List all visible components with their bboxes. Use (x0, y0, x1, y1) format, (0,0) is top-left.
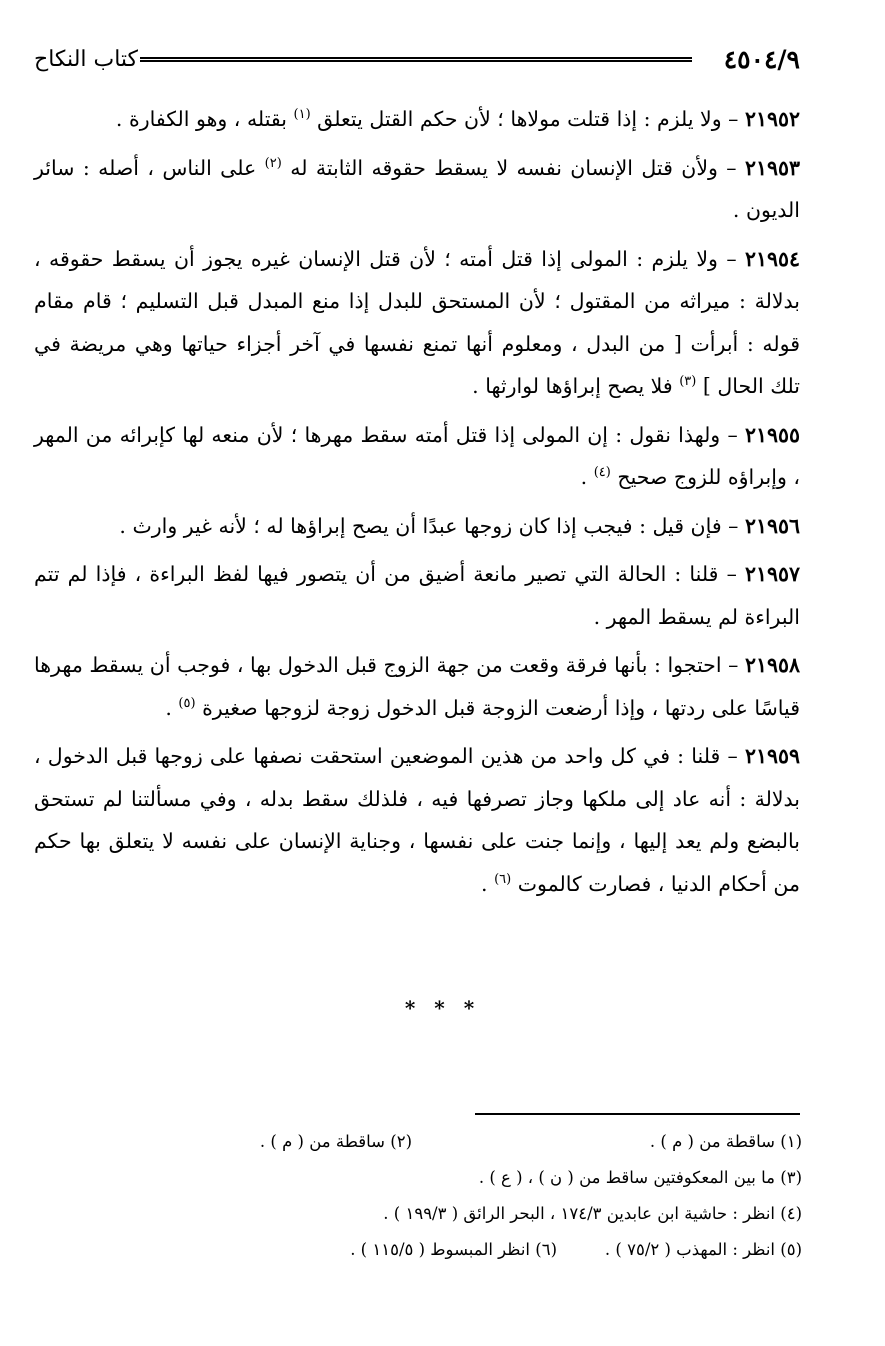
paragraph (34, 735, 800, 905)
footnote-ref: (٦) (494, 871, 512, 887)
footnote-ref: (٢) (264, 155, 282, 171)
footnote: (٢) ساقطة من ( م ) . (259, 1132, 412, 1151)
chapter-title: كتاب النكاح (34, 47, 139, 72)
paragraph-text: – فإن قيل : فيجب إذا كان زوجها عبدًا أن يصح إبراؤها له ؛ لأنه غير وارث . (119, 513, 745, 538)
paragraph (34, 238, 800, 408)
paragraph-text: – ولا يلزم : المولى إذا قتل أمته ؛ لأن قتل الإنسان غيره يجوز أن يسقط حقوقه ، بدلالة : ميراثه من المقتول ؛ لأن المستحق للبدل إذا منع المبدل قبل التسليم ؛ قام مقام قوله : أبرأت [ من البدل ، ومعلوم أنها تمنع نفسها في آخر أجزاء حياتها وهي مريضة في تلك الحال ] (34, 246, 800, 398)
footnote-line (34, 1196, 802, 1232)
paragraph-number: ٢١٩٥٧ (744, 562, 800, 586)
footnote-ref: (٣) (679, 374, 697, 390)
paragraph (34, 147, 800, 232)
section-separator: * * * (404, 996, 481, 1020)
paragraph-text: – ولا يلزم : إذا قتلت مولاها ؛ لأن حكم القتل يتعلق (310, 107, 745, 131)
footnote: (٦) انظر المبسوط ( ١١٥/٥ ) . (350, 1240, 557, 1259)
paragraph-number: ٢١٩٥٦ (744, 513, 800, 538)
paragraph-number: ٢١٩٥٣ (744, 155, 800, 180)
footnote-ref: (٥) (178, 695, 196, 711)
paragraph-number: ٢١٩٥٢ (744, 107, 800, 131)
paragraph-number: ٢١٩٥٨ (744, 653, 800, 677)
paragraph-number: ٢١٩٥٩ (744, 744, 800, 768)
paragraph-number: ٢١٩٥٥ (744, 422, 800, 447)
main-text (34, 98, 800, 911)
paragraph-text-cont: على الناس ، أصله : سائر الديون . (34, 155, 800, 222)
paragraph-text-cont: بقتله ، وهو الكفارة . (115, 107, 294, 131)
paragraph (34, 98, 800, 141)
page-number: ٤٥٠٤/٩ (723, 45, 800, 74)
paragraph-text-cont: . (481, 871, 495, 896)
paragraph-text: – قلنا : في كل واحد من هذين الموضعين استحقت نصفها على زوجها قبل الدخول ، بدلالة : أنه عاد إلى ملكها وجاز تصرفها فيه ، فلذلك سقط بدله ، وفي مسألتنا لم تستحق بالبضع ولم يعد إليها ، وإنما جنت على نفسها ، وجناية الإنسان على نفسه لا يتعلق بها حكم من أحكام الدنيا ، فصارت كالموت (34, 744, 800, 896)
footnote-line (34, 1124, 802, 1160)
paragraph (34, 505, 800, 548)
paragraph (34, 644, 800, 729)
footnote: (٣) ما بين المعكوفتين ساقط من ( ن ) ، ( ع ) . (478, 1168, 802, 1187)
footnote: (٤) انظر : حاشية ابن عابدين ١٧٤/٣ ، البحر الرائق ( ١٩٩/٣ ) . (383, 1204, 802, 1223)
paragraph-text: – ولهذا نقول : إن المولى إذا قتل أمته سقط مهرها ؛ لأن منعه لها كإبرائه من المهر ، وإبراؤه للزوج صحيح (34, 422, 800, 489)
footnote: (٥) انظر : المهذب ( ٧٥/٢ ) . (604, 1240, 802, 1259)
footnote-line (34, 1160, 802, 1196)
running-header (34, 44, 800, 78)
paragraph-text: – قلنا : الحالة التي تصير مانعة أضيق من أن يتصور فيها لفظ البراءة ، فإذا لم تتم البراءة لم يسقط المهر . (34, 562, 800, 629)
footnote-ref: (٤) (593, 465, 611, 481)
paragraph-text: – ولأن قتل الإنسان نفسه لا يسقط حقوقه الثابتة له (281, 155, 745, 180)
footnote-ref: (١) (293, 107, 311, 123)
paragraph (34, 553, 800, 638)
paragraph-text: – احتجوا : بأنها فرقة وقعت من جهة الزوج قبل الدخول بها ، فوجب أن يسقط مهرها قياسًا على ردتها ، وإذا أرضعت الزوجة قبل الدخول زوجة لزوجها صغيرة (34, 653, 800, 720)
paragraph-number: ٢١٩٥٤ (744, 246, 800, 271)
footnote-line (34, 1232, 802, 1268)
header-rule (140, 57, 692, 62)
paragraph-text-cont: . (580, 465, 594, 489)
paragraph-text-cont: فلا يصح إبراؤها لوارثها . (472, 374, 680, 398)
paragraph-text-cont: . (165, 695, 179, 720)
paragraph (34, 414, 800, 499)
footnote-rule (475, 1113, 800, 1115)
footnote: (١) ساقطة من ( م ) . (649, 1132, 802, 1151)
footnotes (34, 1124, 802, 1268)
